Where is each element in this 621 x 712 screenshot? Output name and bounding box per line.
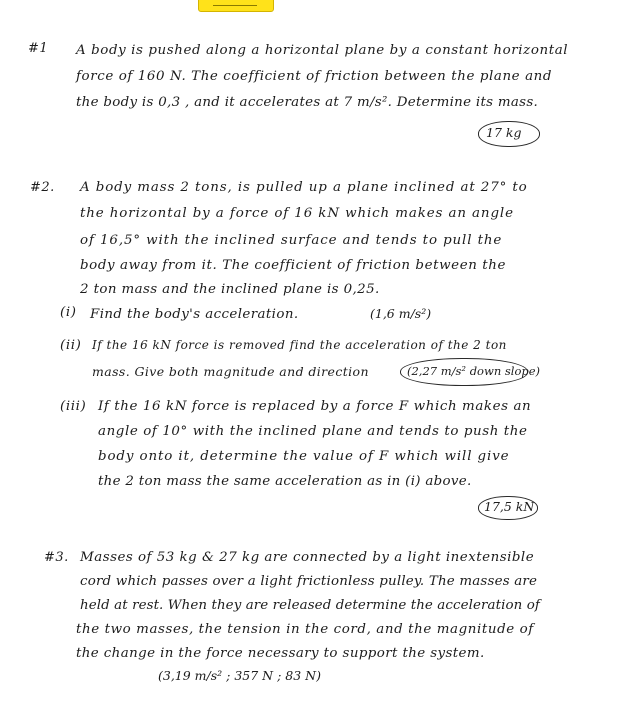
problem-3-line-1: Masses of 53 kg & 27 kg are connected by a light inextensible (80, 550, 535, 565)
problem-3-line-5: the change in the force necessary to support the system. (76, 646, 485, 661)
part-iii-line-4: the 2 ton mass the same acceleration as in (i) above. (98, 474, 472, 489)
problem-2-line-4: body away from it. The coefficient of friction between the (80, 258, 507, 273)
problem-3-number: #3. (44, 550, 69, 565)
part-i-answer: (1,6 m/s²) (370, 306, 432, 321)
part-i-text: Find the body's acceleration. (90, 307, 299, 322)
part-iii-line-3: body onto it, determine the value of F which will give (98, 449, 510, 464)
part-iii-label: (iii) (60, 399, 87, 414)
part-ii-label: (ii) (60, 338, 82, 353)
problem-2-line-3: of 16,5° with the inclined surface and tends to pull the (80, 233, 503, 248)
problem-3-answer: (3,19 m/s² ; 357 N ; 83 N) (158, 668, 321, 683)
problem-2-line-5: 2 ton mass and the inclined plane is 0,25. (80, 282, 380, 297)
part-ii-answer: (2,27 m/s² down slope) (407, 364, 541, 378)
problem-3-line-2: cord which passes over a light frictionless pulley. The masses are (80, 574, 538, 589)
problem-2-line-2: the horizontal by a force of 16 kN which makes an angle (80, 206, 514, 221)
part-iii-line-1: If the 16 kN force is replaced by a force F which makes an (98, 399, 532, 414)
problem-1-line-2: force of 160 N. The coefficient of friction between the plane and (76, 69, 553, 84)
problem-1-number: #1 (28, 41, 49, 56)
part-iii-line-2: angle of 10° with the inclined plane and tends to push the (98, 424, 528, 439)
problem-2-line-1: A body mass 2 tons, is pulled up a plane inclined at 27° to (80, 180, 528, 195)
problem-1-line-3: the body is 0,3 , and it accelerates at 7 m/s². Determine its mass. (76, 95, 539, 110)
problem-1-answer: 17 kg (486, 125, 522, 140)
problem-1-line-1: A body is pushed along a horizontal plane by a constant horizontal (76, 43, 569, 58)
problem-2-number: #2. (30, 180, 55, 195)
part-ii-line-1: If the 16 kN force is removed find the acceleration of the 2 ton (92, 338, 507, 352)
part-ii-line-2: mass. Give both magnitude and direction (92, 364, 369, 379)
part-i-label: (i) (60, 305, 77, 320)
part-iii-answer: 17,5 kN (484, 499, 535, 514)
problem-3-line-4: the two masses, the tension in the cord, and the magnitude of (76, 622, 534, 637)
problem-3-line-3: held at rest. When they are released determine the acceleration of (80, 598, 540, 613)
highlighted-tab (198, 0, 274, 12)
